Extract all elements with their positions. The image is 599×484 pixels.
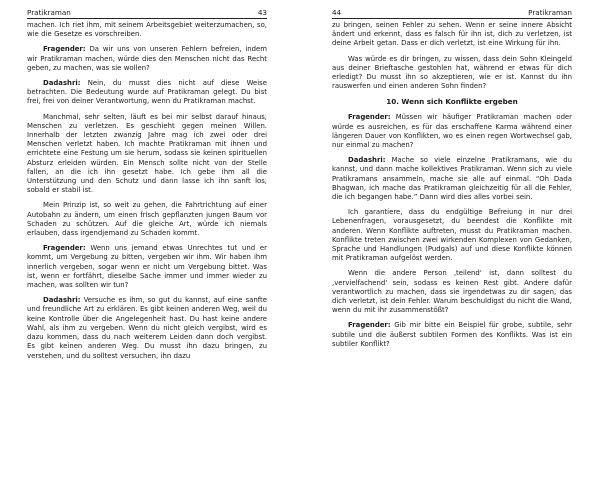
paragraph-text: Mein Prinzip ist, so weit zu gehen, die Fahrtrichtung auf einer Autobahn zu ändern, um einen frisch gepflanzten jungen Baum vor Schaden zu schützen. Auf die gleiche Art, würde ich niemals erlauben, dass irgendjemand zu Schaden kommt. [27,201,267,238]
paragraph [332,113,572,150]
paragraph [27,79,267,107]
speaker-label: Dadashri: [43,296,81,305]
paragraph-text: Müssen wir häufiger Pratikraman machen oder würde es ausreichen, es für das erschaffene Karma während einer längeren Dauer von Konflikten, wo es einen regen Wortwechsel gab, nur einmal zu machen? [332,113,572,150]
speaker-label: Dadashri: [348,156,386,165]
paragraph [27,113,267,196]
paragraph-text: Ich garantiere, dass du endgültige Befreiung in nur drei Lebenenfragen, vorausgesetzt, du beendest die Konflikte mit anderen. Wenn Konflikte auftreten, musst du Pratikraman machen. Konflikte treten zwischen zwei wirkenden Komplexen von Gedanken, Sprache und Handlungen (Pudgals) auf und diese Konflikte können mit Pratikraman aufgelöst werden. [332,208,572,263]
paragraph-text: Nein, du musst dies nicht auf diese Weise betrachten. Die Bedeutung wurde auf Pratikraman gelegt. Du bist frei, frei von deiner Verantwortung, wenn du Pratikraman machst. [27,79,267,106]
left-page [27,8,267,478]
speaker-label: Fragender: [43,45,86,54]
paragraph-text: Gib mir bitte ein Beispiel für grobe, subtile, sehr subtile und die äußerst subtilen Formen des Konflikts. Was ist ein subtiler Konflikt? [332,321,572,348]
speaker-label: Fragender: [348,113,391,122]
left-running-head [27,8,267,19]
paragraph-text: machen. Ich riet ihm, mit seinem Arbeitsgebiet weiterzumachen, so, wie die Gesetze es vorschreiben. [27,21,267,39]
paragraph-text: Manchmal, sehr selten, läuft es bei mir selbst darauf hinaus, Menschen zu verletzen. Es geschieht gegen meinen Willen. Innerhalb der letzten zwanzig Jahre mag ich zwei oder drei Menschen verletzt haben. Ich machte Pratikraman mit ihnen und errichtete eine Festung um sie herum, sodass sie keinen spirituellen Absturz erleiden würden. Ein Mensch sollte nicht von der Stelle fallen, an die ich ihn gesetzt habe. Ich gebe ihm all die Unterstützung und den Schutz und dann lasse ich ihn sanft los, sobald er stabil ist. [27,112,267,195]
paragraph-text: Mache so viele einzelne Pratikramans, wie du kannst, und dann mache kollektives Pratikraman. Wenn sich zu viele Pratikramans ansammeln, mache sie alle auf einmal. “Oh Dada Bhagwan, ich mache das Pratikraman gleichzeitig für all die Fehler, die ich begangen habe.” Dann wird dies alles vorbei sein. [332,156,572,202]
right-running-head [332,8,572,19]
right-page-number: 44 [332,8,342,17]
paragraph [27,244,267,290]
paragraph [27,201,267,238]
paragraph [332,321,572,349]
paragraph [27,296,267,360]
paragraph-text: zu bringen, seinen Fehler zu sehen. Wenn er seine innere Absicht ändert und erkennt, dass es falsch für ihn ist, dich zu verletzen, ist deine Arbeit getan. Dass er dich verletzt, ist eine Wirkung für ihn. [332,21,572,48]
paragraph-text: Da wir uns von unseren Fehlern befreien, indem wir Pratikraman machen, würde dies den Menschen nicht das Recht geben, zu machen, was sie wollen? [27,45,267,72]
paragraph-text: Wenn die andere Person ‚teilend‘ ist, dann solltest du ‚vervielfachend‘ sein, sodass es keinen Rest gibt. Andere dafür verantwortlich zu machen, dass sie irgendetwas zu dir sagen, das dich verletzt, ist dein Fehler. Warum beschuldigst du nicht die Wand, wenn du mit ihr zusammenstößt? [332,269,572,315]
right-header-title: Pratikraman [528,8,572,17]
speaker-label: Dadashri: [43,79,81,88]
paragraph [332,269,572,315]
paragraph-text: Versuche es ihm, so gut du kannst, auf eine sanfte und freundliche Art zu erklären. Es gibt keinen anderen Weg, weil du keine Kontrolle über die Angelegenheit hast. Du hast keine andere Wahl, als ihm zu vergeben. Wenn du nicht gleich vergibst, wird es dazu kommen, dass du nach weiterem Leiden dann doch vergibst. Es gibt keinen anderen Weg. Du musst ihn dazu bringen, zu verstehen, und du solltest versuchen, ihn dazu [27,296,267,360]
left-header-title: Pratikraman [27,8,71,17]
paragraph [27,21,267,39]
paragraph [332,21,572,49]
paragraph-text: Was würde es dir bringen, zu wissen, dass dein Sohn Kleingeld aus deiner Brieftasche gestohlen hat, während er etwas für dich erledigt? Du musst ihn so akzeptieren, wie er ist. Kannst du ihn rauswerfen und einen anderen Sohn finden? [332,54,572,91]
paragraph [332,208,572,263]
paragraph-text: Wenn uns jemand etwas Unrechtes tut und er kommt, um Vergebung zu bitten, vergeben wir ihm. Wir haben ihm innerlich vergeben, sogar wenn er nicht um Vergebung bittet. Was ist, wenn er fortfährt, dieselbe Sache immer und immer wieder zu machen, was sollten wir tun? [27,244,267,290]
paragraph [332,156,572,202]
left-page-number: 43 [257,8,267,17]
paragraph [332,55,572,92]
section-heading: 10. Wenn sich Konflikte ergeben [386,97,518,107]
speaker-label: Fragender: [348,321,391,330]
paragraph [27,45,267,73]
right-page [332,8,572,478]
speaker-label: Fragender: [43,244,86,253]
